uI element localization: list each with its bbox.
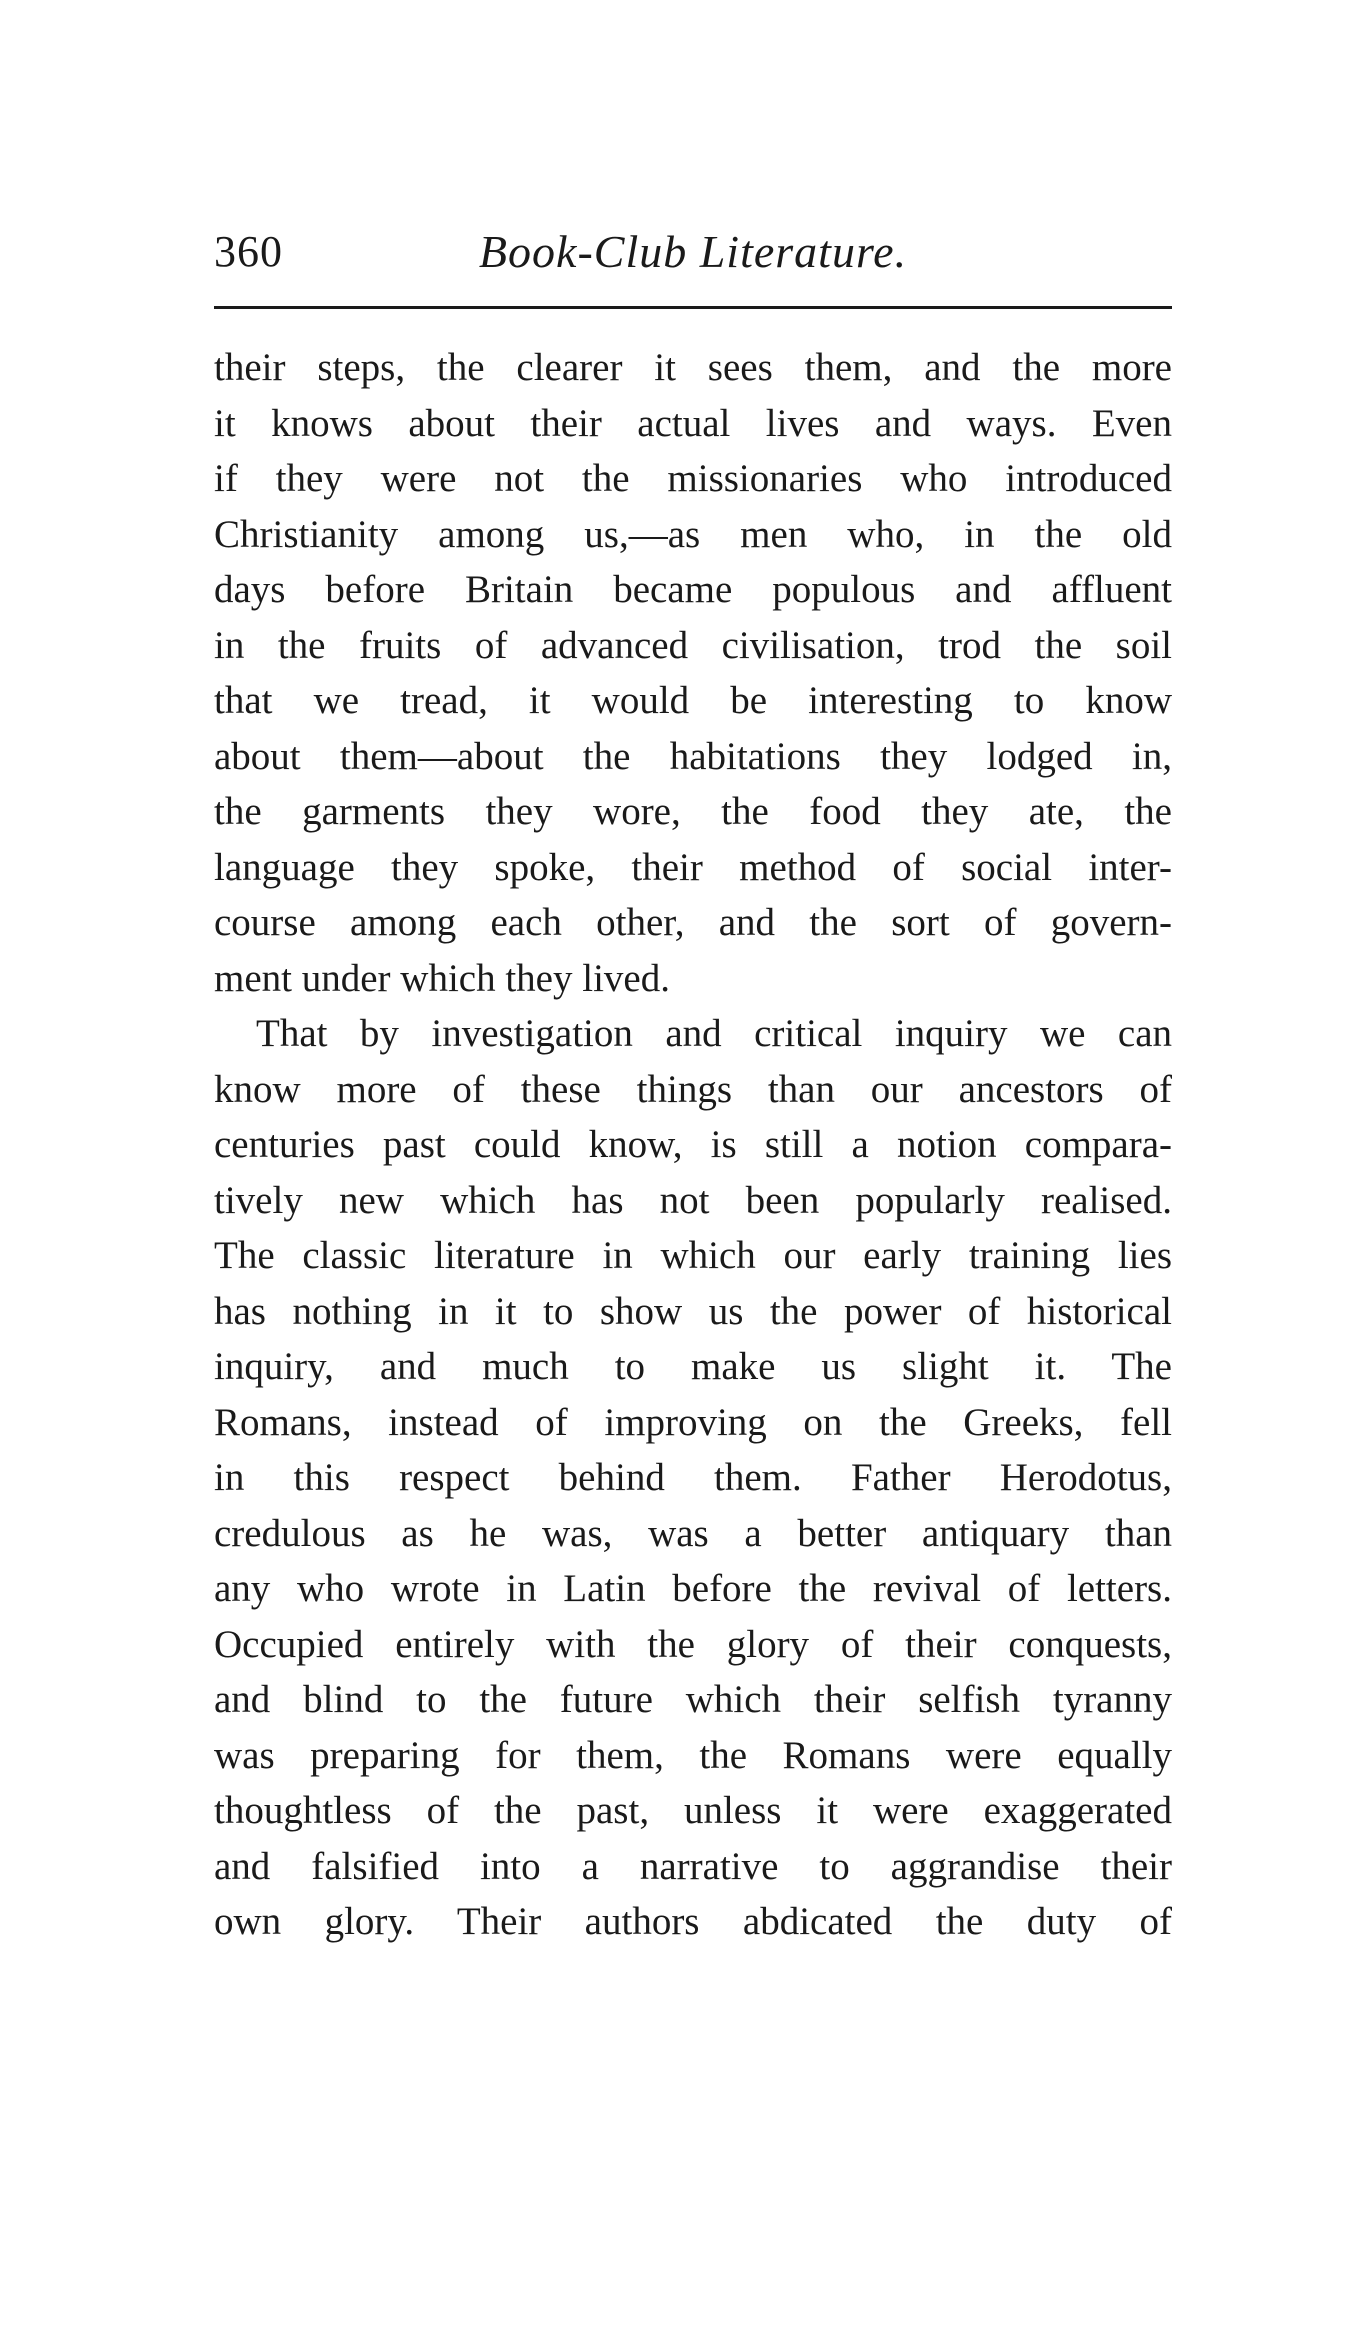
text-line: course among each other, and the sort of govern- bbox=[214, 901, 1172, 944]
text-line: that we tread, it would be interesting to know bbox=[214, 679, 1172, 722]
text-line: and falsified into a narrative to aggrandise their bbox=[214, 1844, 1172, 1888]
text-line: ment under which they lived. bbox=[214, 956, 670, 1000]
text-line: it knows about their actual lives and ways. Even bbox=[214, 401, 1172, 445]
text-line: in the fruits of advanced civilisation, trod the soil bbox=[214, 623, 1172, 667]
text-line: the garments they wore, the food they ate, the bbox=[214, 790, 1172, 833]
text-line: inquiry, and much to make us slight it. The bbox=[214, 1345, 1172, 1388]
running-title: Book-Club Literature. bbox=[478, 226, 908, 277]
paragraph-1 bbox=[214, 340, 1172, 1006]
header-rule bbox=[214, 306, 1172, 309]
text-line: was preparing for them, the Romans were equally bbox=[214, 1733, 1172, 1777]
text-line: That by investigation and critical inquiry we can bbox=[256, 1012, 1172, 1055]
text-line: in this respect behind them. Father Herodotus, bbox=[214, 1456, 1172, 1499]
text-line: The classic literature in which our early training lies bbox=[214, 1234, 1172, 1277]
text-line: own glory. Their authors abdicated the duty of bbox=[214, 1900, 1172, 1943]
text-line: any who wrote in Latin before the revival of letters. bbox=[214, 1567, 1172, 1610]
text-line: and blind to the future which their selfish tyranny bbox=[214, 1678, 1172, 1721]
text-line: know more of these things than our ancestors of bbox=[214, 1067, 1172, 1111]
text-line: centuries past could know, is still a notion compara- bbox=[214, 1123, 1172, 1166]
text-line: if they were not the missionaries who introduced bbox=[214, 457, 1172, 500]
page-header bbox=[214, 222, 1172, 292]
text-line: days before Britain became populous and affluent bbox=[214, 568, 1172, 611]
page-number: 360 bbox=[214, 227, 283, 276]
text-line: their steps, the clearer it sees them, and the more bbox=[214, 346, 1172, 389]
paragraph-2 bbox=[214, 1006, 1172, 1950]
text-line: has nothing in it to show us the power of historical bbox=[214, 1289, 1172, 1333]
body-text bbox=[214, 340, 1172, 1950]
text-line: credulous as he was, was a better antiquary than bbox=[214, 1511, 1172, 1555]
text-line: Occupied entirely with the glory of their conquests, bbox=[214, 1622, 1172, 1666]
text-line: language they spoke, their method of social inter- bbox=[214, 845, 1172, 889]
text-line: Romans, instead of improving on the Greeks, fell bbox=[214, 1400, 1172, 1444]
text-line: tively new which has not been popularly realised. bbox=[214, 1178, 1172, 1222]
text-line: about them—about the habitations they lodged in, bbox=[214, 734, 1172, 778]
text-line: thoughtless of the past, unless it were exaggerated bbox=[214, 1789, 1172, 1832]
text-line: Christianity among us,—as men who, in the old bbox=[214, 512, 1172, 556]
